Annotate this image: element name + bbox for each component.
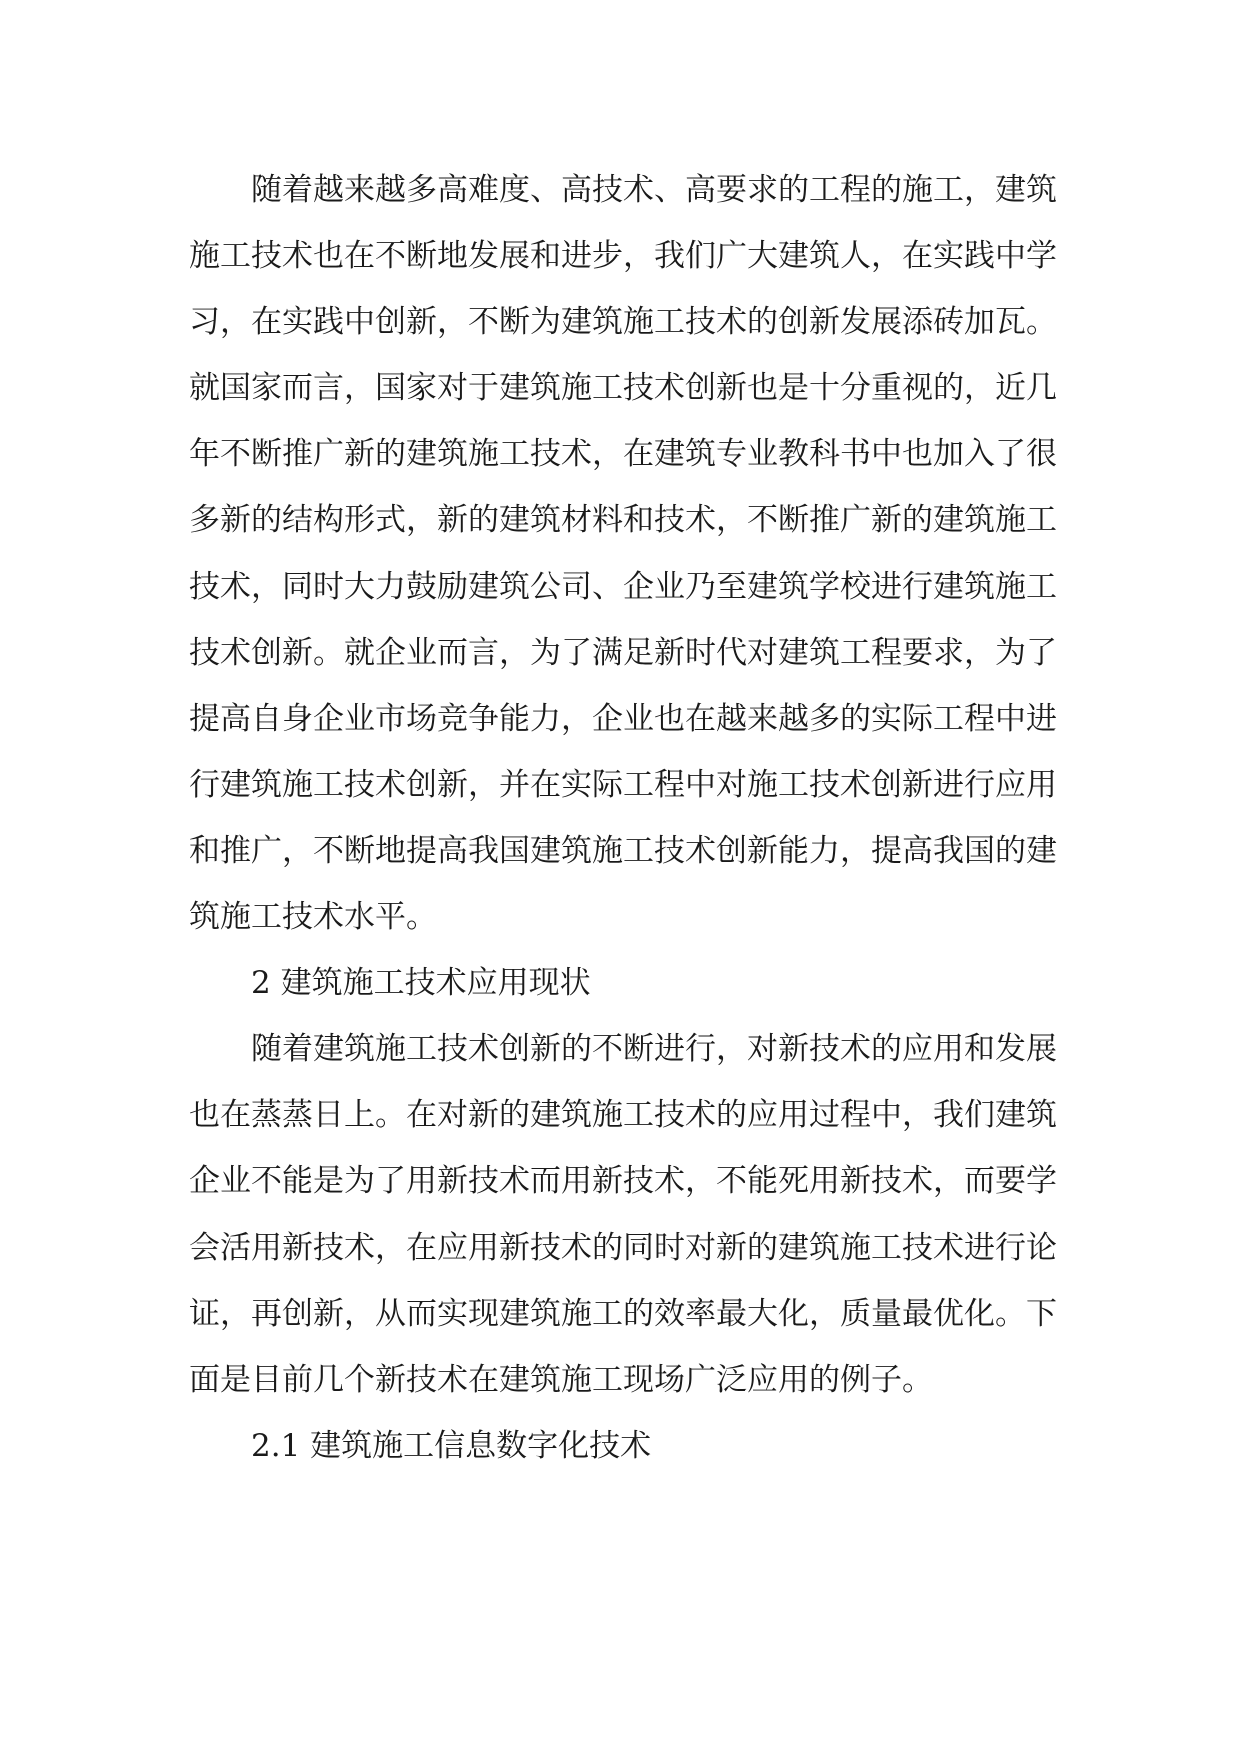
paragraph-application-status: 随着建筑施工技术创新的不断进行，对新技术的应用和发展也在蒸蒸日上。在对新的建筑施工技术的应用过程中，我们建筑企业不能是为了用新技术而用新技术，不能死用新技术，而要学会活用新技术，在应用新技术的同时对新的建筑施工技术进行论证，再创新，从而实现建筑施工的效率最大化，质量最优化。下面是目前几个新技术在建筑施工现场广泛应用的例子。	[189, 1031, 1057, 1398]
section-heading-2-1: 2.1 建筑施工信息数字化技术	[251, 1427, 652, 1464]
document-body	[189, 157, 1057, 1479]
section-heading-2: 2 建筑施工技术应用现状	[251, 965, 591, 1002]
paragraph-construction-innovation: 随着越来越多高难度、高技术、高要求的工程的施工，建筑施工技术也在不断地发展和进步，我们广大建筑人，在实践中学习，在实践中创新，不断为建筑施工技术的创新发展添砖加瓦。就国家而言，国家对于建筑施工技术创新也是十分重视的，近几年不断推广新的建筑施工技术，在建筑专业教科书中也加入了很多新的结构形式，新的建筑材料和技术，不断推广新的建筑施工技术，同时大力鼓励建筑公司、企业乃至建筑学校进行建筑施工技术创新。就企业而言，为了满足新时代对建筑工程要求，为了提高自身企业市场竞争能力，企业也在越来越多的实际工程中进行建筑施工技术创新，并在实际工程中对施工技术创新进行应用和推广，不断地提高我国建筑施工技术创新能力，提高我国的建筑施工技术水平。	[189, 172, 1057, 936]
